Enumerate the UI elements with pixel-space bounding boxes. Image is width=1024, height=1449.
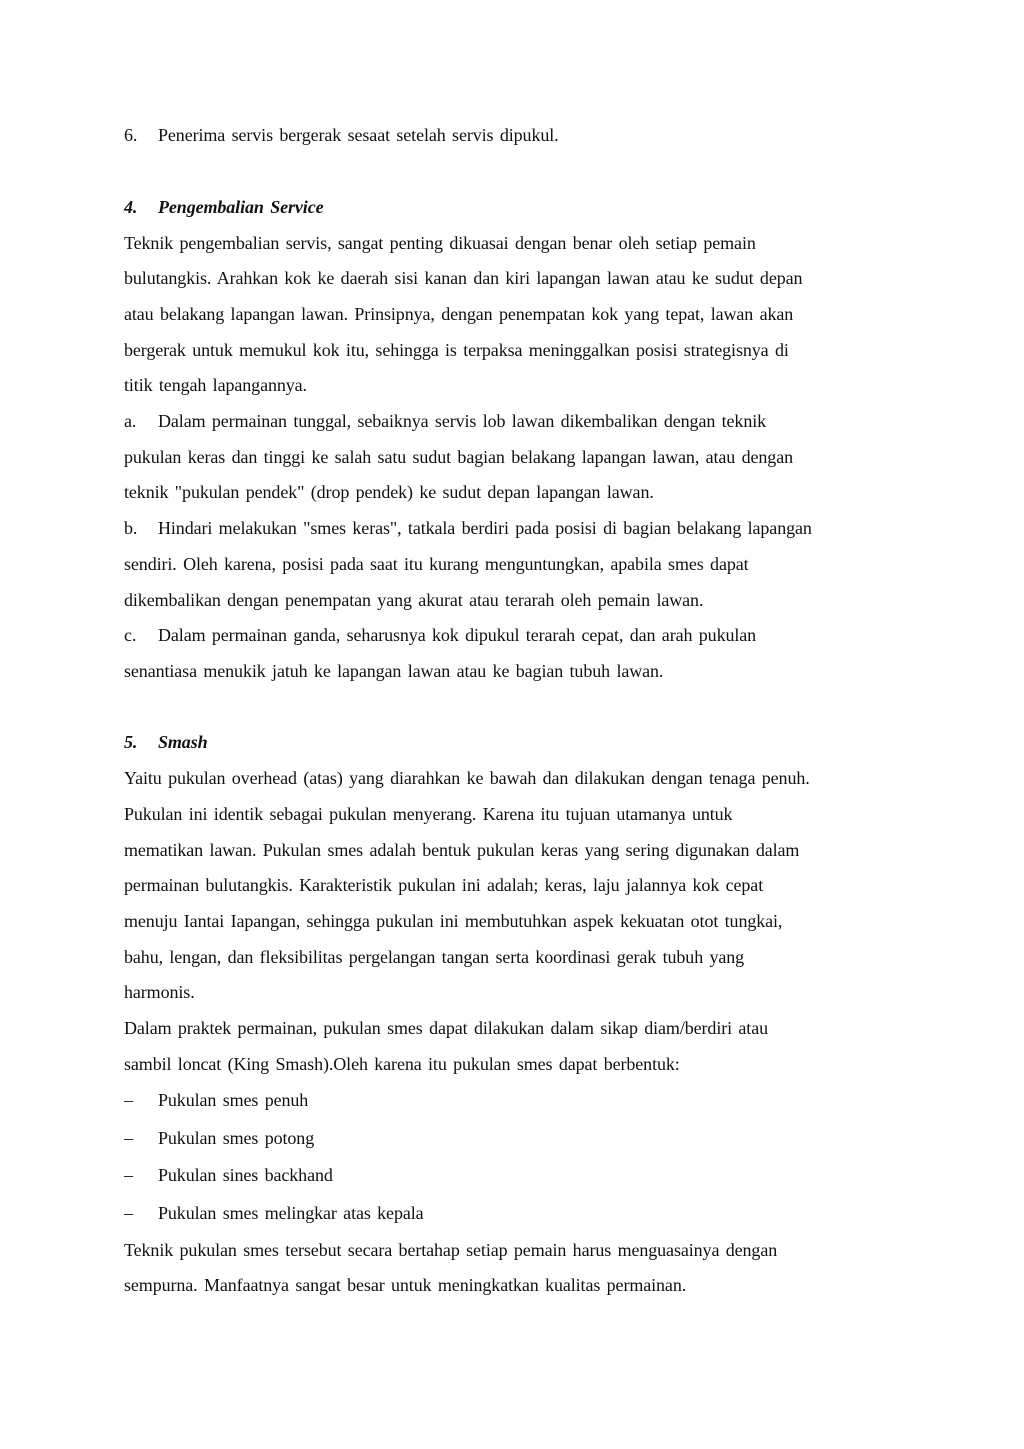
section-title: Pengembalian Service: [158, 197, 324, 217]
paragraph-line: Dalam praktek permainan, pukulan smes dapat dilakukan dalam sikap diam/berdiri atau: [124, 1018, 768, 1038]
paragraph-line: Pukulan ini identik sebagai pukulan menyerang. Karena itu tujuan utamanya untuk: [124, 804, 733, 824]
section-number: 4.: [124, 197, 138, 217]
paragraph-line: sempurna. Manfaatnya sangat besar untuk meningkatkan kualitas permainan.: [124, 1275, 687, 1295]
list-number: 6.: [124, 125, 138, 145]
section-5-heading: [124, 731, 208, 753]
paragraph-line: mematikan lawan. Pukulan smes adalah bentuk pukulan keras yang sering digunakan dalam: [124, 840, 800, 860]
list-item-text: Dalam permainan ganda, seharusnya kok dipukul terarah cepat, dan arah pukulan: [158, 625, 757, 645]
paragraph-line: dikembalikan dengan penempatan yang akurat atau terarah oleh pemain lawan.: [124, 590, 704, 610]
section-number: 5.: [124, 732, 138, 752]
list-letter: b.: [124, 518, 138, 538]
list-item-c: [124, 624, 756, 646]
paragraph-line: permainan bulutangkis. Karakteristik pukulan ini adalah; keras, laju jalannya kok cepat: [124, 875, 764, 895]
paragraph-line: senantiasa menukik jatuh ke lapangan lawan atau ke bagian tubuh lawan.: [124, 661, 664, 681]
bullet-text: Pukulan smes penuh: [158, 1090, 309, 1110]
list-item-b: [124, 517, 812, 539]
bullet-item: [124, 1127, 314, 1149]
paragraph-line: Teknik pengembalian servis, sangat penting dikuasai dengan benar oleh setiap pemain: [124, 233, 756, 253]
list-item-text: Penerima servis bergerak sesaat setelah servis dipukul.: [158, 125, 559, 145]
paragraph-line: harmonis.: [124, 982, 195, 1002]
paragraph-line: Teknik pukulan smes tersebut secara bertahap setiap pemain harus menguasainya dengan: [124, 1240, 778, 1260]
dash-bullet-icon: –: [124, 1165, 133, 1185]
paragraph-line: atau belakang lapangan lawan. Prinsipnya, dengan penempatan kok yang tepat, lawan akan: [124, 304, 794, 324]
paragraph-line: menuju Iantai Iapangan, sehingga pukulan ini membutuhkan aspek kekuatan otot tungkai,: [124, 911, 783, 931]
paragraph-line: sendiri. Oleh karena, posisi pada saat itu kurang menguntungkan, apabila smes dapat: [124, 554, 749, 574]
dash-bullet-icon: –: [124, 1090, 133, 1110]
dash-bullet-icon: –: [124, 1128, 133, 1148]
section-4-heading: [124, 196, 323, 218]
paragraph-line: teknik "pukulan pendek" (drop pendek) ke sudut depan lapangan lawan.: [124, 482, 654, 502]
paragraph-line: Yaitu pukulan overhead (atas) yang diarahkan ke bawah dan dilakukan dengan tenaga penuh.: [124, 768, 810, 788]
dash-bullet-icon: –: [124, 1203, 133, 1223]
paragraph-line: pukulan keras dan tinggi ke salah satu sudut bagian belakang lapangan lawan, atau dengan: [124, 447, 793, 467]
paragraph-line: bulutangkis. Arahkan kok ke daerah sisi kanan dan kiri lapangan lawan atau ke sudut depan: [124, 268, 803, 288]
bullet-item: [124, 1089, 308, 1111]
list-item-text: Dalam permainan tunggal, sebaiknya servis lob lawan dikembalikan dengan teknik: [158, 411, 767, 431]
list-item-a: [124, 410, 766, 432]
bullet-item: [124, 1164, 333, 1186]
bullet-text: Pukulan sines backhand: [158, 1165, 333, 1185]
bullet-item: [124, 1202, 424, 1224]
list-item-6: [124, 124, 559, 146]
paragraph-line: sambil loncat (King Smash).Oleh karena itu pukulan smes dapat berbentuk:: [124, 1054, 680, 1074]
section-title: Smash: [158, 732, 208, 752]
bullet-text: Pukulan smes potong: [158, 1128, 315, 1148]
list-letter: c.: [124, 625, 137, 645]
paragraph-line: bahu, lengan, dan fleksibilitas pergelangan tangan serta koordinasi gerak tubuh yang: [124, 947, 745, 967]
paragraph-line: bergerak untuk memukul kok itu, sehingga is terpaksa meninggalkan posisi strategisnya di: [124, 340, 789, 360]
list-letter: a.: [124, 411, 137, 431]
paragraph-line: titik tengah lapangannya.: [124, 375, 307, 395]
list-item-text: Hindari melakukan "smes keras", tatkala berdiri pada posisi di bagian belakang lapangan: [158, 518, 812, 538]
bullet-text: Pukulan smes melingkar atas kepala: [158, 1203, 424, 1223]
